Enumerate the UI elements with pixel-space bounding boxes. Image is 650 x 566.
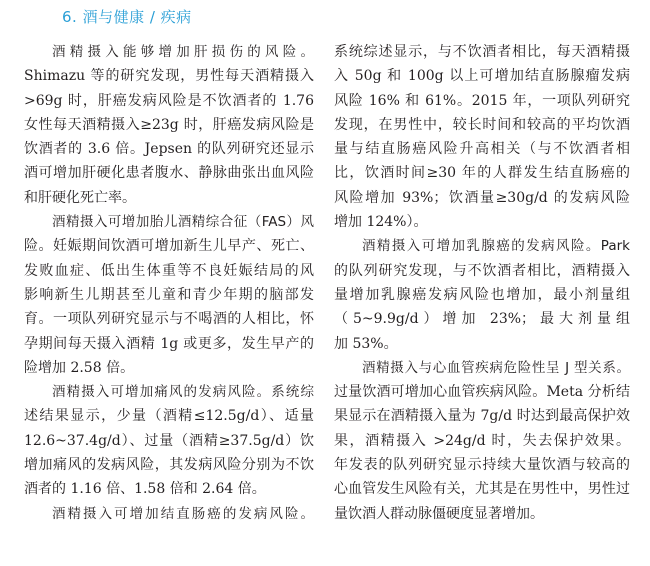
text-line: 过量饮酒可增加心血管疾病风险。Meta 分析结	[334, 384, 630, 401]
text-line: >69g 时，肝癌发病风险是不饮酒者的 1.76	[24, 92, 314, 109]
text-line: 量增加乳腺癌发病风险也增加，最小剂量组	[334, 286, 630, 303]
text-line: 述结果显示，少量（酒精≤12.5g/d）、适量	[24, 408, 314, 425]
text-line: 酒精摄入可增加结直肠癌的发病风险。	[52, 505, 314, 522]
text-line: 和肝硬化死亡率。	[24, 189, 136, 206]
text-line: 险。妊娠期间饮酒可增加新生儿早产、死亡、	[24, 238, 314, 255]
text-line: 风险 16% 和 61%。2015 年，一项队列研究	[334, 92, 630, 109]
left-column	[24, 40, 314, 526]
text-line: 女性每天酒精摄入≥23g 时，肝癌发病风险是	[24, 116, 314, 133]
text-line: 孕期间每天摄入酒精 1g 或更多，发生早产的	[24, 335, 314, 352]
section-title: 6. 酒与健康 / 疾病	[62, 8, 192, 26]
text-line: 12.6~37.4g/d）、过量（酒精≥37.5g/d）饮	[24, 432, 314, 449]
text-line: 影响新生儿期甚至儿童和青少年期的脑部发	[24, 286, 314, 303]
text-line: 加 53%。	[334, 335, 398, 352]
right-column	[334, 40, 630, 526]
text-line: 量饮酒人群动脉僵硬度显著增加。	[334, 505, 544, 522]
text-line: 酒精摄入能够增加肝损伤的风险。	[52, 44, 314, 60]
text-line: 量与结直肠癌风险升高相关（与不饮酒者相	[334, 141, 630, 158]
text-line: 心血管发生风险有关，尤其是在男性中，男性过	[334, 481, 630, 498]
text-line: 果，酒精摄入 >24g/d 时，失去保护效果。	[334, 432, 630, 449]
text-line: 风险增加 93%；饮酒量≥30g/d 的发病风险	[334, 189, 630, 206]
text-line: （5~9.9g/d）增加 23%；最大剂量组	[334, 311, 630, 328]
text-line: 系统综述显示，与不饮酒者相比，每天酒精摄	[334, 44, 630, 60]
text-line: 酒精摄入与心血管疾病危险性呈 J 型关系。	[362, 359, 630, 376]
text-line: 发现，在男性中，较长时间和较高的平均饮酒	[334, 116, 630, 133]
text-line: 育。一项队列研究显示与不喝酒的人相比，怀	[24, 311, 314, 328]
text-line: Shimazu 等的研究发现，男性每天酒精摄入	[24, 68, 314, 85]
text-line: 酒者的 1.16 倍、1.58 倍和 2.64 倍。	[24, 481, 266, 498]
text-line: 增加痛风的发病风险，其发病风险分别为不饮	[24, 457, 314, 474]
text-line: 入 50g 和 100g 以上可增加结直肠腺瘤发病	[334, 68, 630, 85]
text-line: 酒精摄入可增加乳腺癌的发病风险。Park	[362, 238, 630, 255]
text-line: 增加 124%）。	[334, 214, 428, 231]
text-line: 酒精摄入可增加胎儿酒精综合征（FAS）风	[52, 214, 314, 231]
text-line: 酒可增加肝硬化患者腹水、静脉曲张出血风险	[24, 165, 314, 182]
text-line: 发败血症、低出生体重等不良妊娠结局的风	[24, 262, 314, 279]
text-line: 年发表的队列研究显示持续大量饮酒与较高的	[334, 457, 630, 474]
text-line: 饮酒者的 3.6 倍。Jepsen 的队列研究还显示	[24, 141, 314, 158]
text-line: 果显示在酒精摄入量为 7g/d 时达到最高保护效	[334, 408, 630, 425]
text-line: 的队列研究发现，与不饮酒者相比，酒精摄入	[334, 262, 630, 279]
text-line: 酒精摄入可增加痛风的发病风险。系统综	[52, 384, 314, 401]
text-line: 险增加 2.58 倍。	[24, 359, 135, 376]
text-line: 比，饮酒时间≥30 年的人群发生结直肠癌的	[334, 165, 630, 182]
